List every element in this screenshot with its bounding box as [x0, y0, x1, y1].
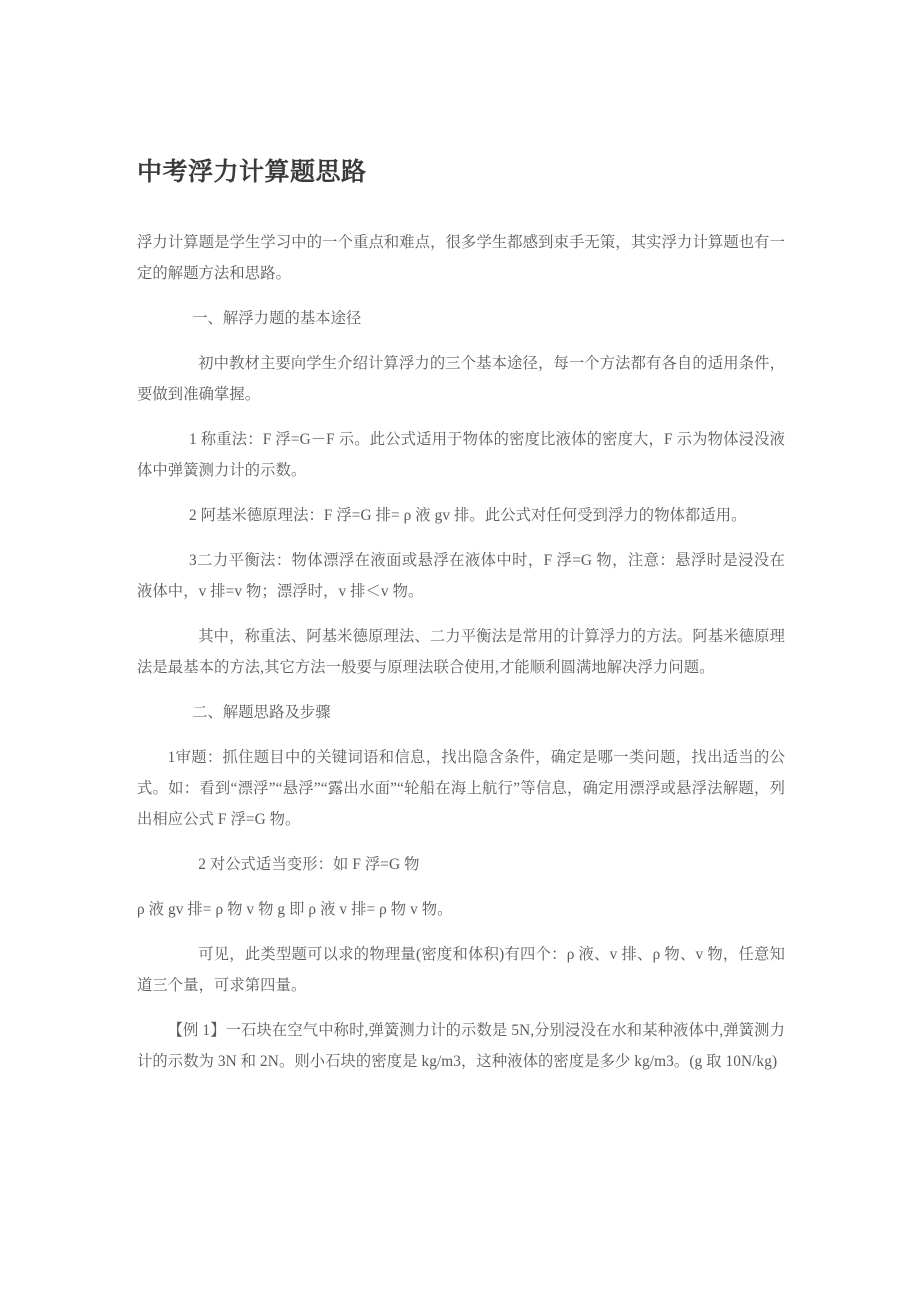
paragraph-method-3: 3二力平衡法：物体漂浮在液面或悬浮在液体中时，F 浮=G 物，注意：悬浮时是浸没在液体中，v 排=v 物；漂浮时，v 排＜v 物。 — [137, 552, 785, 600]
section-heading-one: 一、解浮力题的基本途径 — [192, 310, 362, 327]
paragraph-methods-summary: 其中，称重法、阿基米德原理法、二力平衡法是常用的计算浮力的方法。阿基米德原理法是最基本的方法,其它方法一般要与原理法联合使用,才能顺利圆满地解决浮力问题。 — [137, 628, 785, 676]
paragraph-conclusion: 可见，此类型题可以求的物理量(密度和体积)有四个：ρ 液、v 排、ρ 物、v 物，任意知道三个量，可求第四量。 — [137, 946, 785, 994]
paragraph-section-one-intro: 初中教材主要向学生介绍计算浮力的三个基本途径，每一个方法都有各自的适用条件，要做到准确掌握。 — [137, 355, 785, 403]
paragraph-step-2: 2 对公式适当变形：如 F 浮=G 物 — [198, 856, 420, 873]
paragraph-method-1: 1 称重法：F 浮=G－F 示。此公式适用于物体的密度比液体的密度大，F 示为物体浸没液体中弹簧测力计的示数。 — [137, 431, 785, 479]
paragraph-step-1: 1审题：抓住题目中的关键词语和信息，找出隐含条件，确定是哪一类问题，找出适当的公式。如：看到“漂浮”“悬浮”“露出水面”“轮船在海上航行”等信息，确定用漂浮或悬浮法解题，列出相应公式 F 浮=G 物。 — [137, 749, 785, 828]
page-title: 中考浮力计算题思路 — [137, 158, 367, 186]
paragraph-example-1: 【例 1】一石块在空气中称时,弹簧测力计的示数是 5N,分别浸没在水和某种液体中,弹簧测力计的示数为 3N 和 2N。则小石块的密度是 kg/m3，这种液体的密度是多少 kg/m3。(g 取 10N/kg) — [137, 1022, 785, 1070]
section-heading-two: 二、解题思路及步骤 — [192, 704, 331, 721]
document-content — [137, 155, 785, 1091]
paragraph-formula-derivation: ρ 液 gv 排= ρ 物 v 物 g 即 ρ 液 v 排= ρ 物 v 物。 — [137, 901, 453, 918]
paragraph-method-2: 2 阿基米德原理法：F 浮=G 排= ρ 液 gv 排。此公式对任何受到浮力的物体都适用。 — [189, 507, 747, 524]
paragraph-intro: 浮力计算题是学生学习中的一个重点和难点，很多学生都感到束手无策，其实浮力计算题也有一定的解题方法和思路。 — [137, 234, 785, 282]
